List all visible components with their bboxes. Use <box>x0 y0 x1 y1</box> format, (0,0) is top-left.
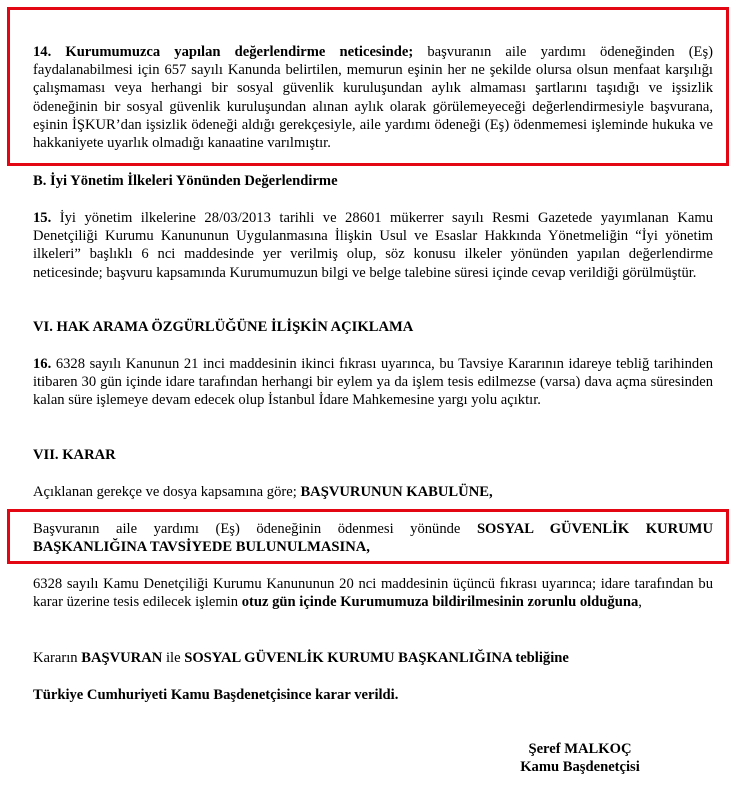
decision-acceptance-text: Açıklanan gerekçe ve dosya kapsamına göre; <box>33 484 301 500</box>
decision-notification-bold: otuz gün içinde Kurumumuza bildirilmesinin zorunlu olduğuna <box>241 594 639 611</box>
paragraph-14-text: başvuranın aile yardımı ödeneğinden (Eş) faydalanabilmesi için 657 sayılı Kanunda belirtilen, memurun eşinin her ne şekilde olursa olsun menfaat karşılığı çalışmaması veya herhangi bir sosyal güvenlik kuruluşundan aylık almaması şartlarını taşıdığı ve işsizlik ödeneğinin bir sosyal güvenlik kuruluşundan alınan aylık olarak görülemeyeceği değerlendirmesiyle başvurana, eşinin İŞKUR’dan işsizlik ödeneği aldığı gerekçesiyle, aile yardımı ödeneği (Eş) ödenmemesi işleminde hukuka ve hakkaniyete uyarlık olmadığı kanaatine varılmıştır. <box>33 44 714 152</box>
paragraph-15-number: 15. <box>33 210 52 226</box>
decision-notification-tail: , <box>638 594 642 611</box>
paragraph-16-number: 16. <box>33 356 52 372</box>
decision-acceptance-bold: BAŞVURUNUN KABULÜNE, <box>300 484 493 500</box>
decision-recommendation-bold: SOSYAL GÜVENLİK KURUMU BAŞKANLIĞINA TAVSİYEDE BULUNULMASINA, <box>33 521 713 556</box>
paragraph-16-text: 6328 sayılı Kanunun 21 inci maddesinin ikinci fıkrası uyarınca, bu Tavsiye Kararının idareye tebliğ tarihinden itibaren 30 gün içinde idare tarafından herhangi bir eylem ya da işlem tesis edilmezse (varsa) dava açma süresinden kalan süre işlemeye devam edecek olup İstanbul İdare Mahkemesine yargı yolu açıktır. <box>33 356 713 409</box>
heading-vi: VI. HAK ARAMA ÖZGÜRLÜĞÜNE İLİŞKİN AÇIKLAMA <box>33 319 414 335</box>
decision-communication-bold2: SOSYAL GÜVENLİK KURUMU BAŞKANLIĞINA tebliğine <box>184 650 569 666</box>
decision-notification-duty <box>33 575 713 611</box>
paragraph-16 <box>33 355 713 410</box>
decision-recommendation-text: Başvuranın aile yardımı (Eş) ödeneğinin ödenmesi yönünde <box>33 521 477 537</box>
decision-communication <box>33 649 713 667</box>
paragraph-14 <box>33 43 713 152</box>
signature-title: Kamu Başdenetçisi <box>520 759 640 776</box>
paragraph-15 <box>33 209 713 282</box>
paragraph-14-number: 14. <box>33 44 52 60</box>
decision-final: Türkiye Cumhuriyeti Kamu Başdenetçisince karar verildi. <box>33 687 399 703</box>
decision-recommendation <box>33 520 713 556</box>
decision-communication-text1: Kararın <box>33 650 82 666</box>
signature-name: Şeref MALKOÇ <box>528 741 632 757</box>
heading-b: B. İyi Yönetim İlkeleri Yönünden Değerlendirme <box>33 173 338 189</box>
signature-block <box>480 740 680 776</box>
paragraph-15-text: İyi yönetim ilkelerine 28/03/2013 tarihli ve 28601 mükerrer sayılı Resmi Gazetede yayımlanan Kamu Denetçiliği Kurumu Kanununun Uygulanmasına İlişkin Usul ve Esaslar Hakkında Yönetmeliğin “İyi yönetim ilkeleri” başlıklı 6 nci maddesinde yer verilmiş olup, söz konusu ilkeler yönünden yapılan değerlendirme neticesinde; başvuru kapsamında Kurumumuzun bilgi ve belge talebine süresi içinde cevap verildiği görülmüştür. <box>33 210 713 281</box>
decision-communication-text2: ile <box>162 650 185 666</box>
decision-notification-text: 6328 sayılı Kamu Denetçiliği Kurumu Kanununun 20 nci maddesinin üçüncü fıkrası uyarınca; idare tarafından bu karar üzerine tesis edilecek işlemin <box>33 576 713 611</box>
heading-vii: VII. KARAR <box>33 447 116 463</box>
decision-communication-bold1: BAŞVURAN <box>81 650 163 666</box>
paragraph-14-lead: Kurumumuzca yapılan değerlendirme neticesinde; <box>65 44 414 60</box>
decision-acceptance <box>33 483 713 501</box>
